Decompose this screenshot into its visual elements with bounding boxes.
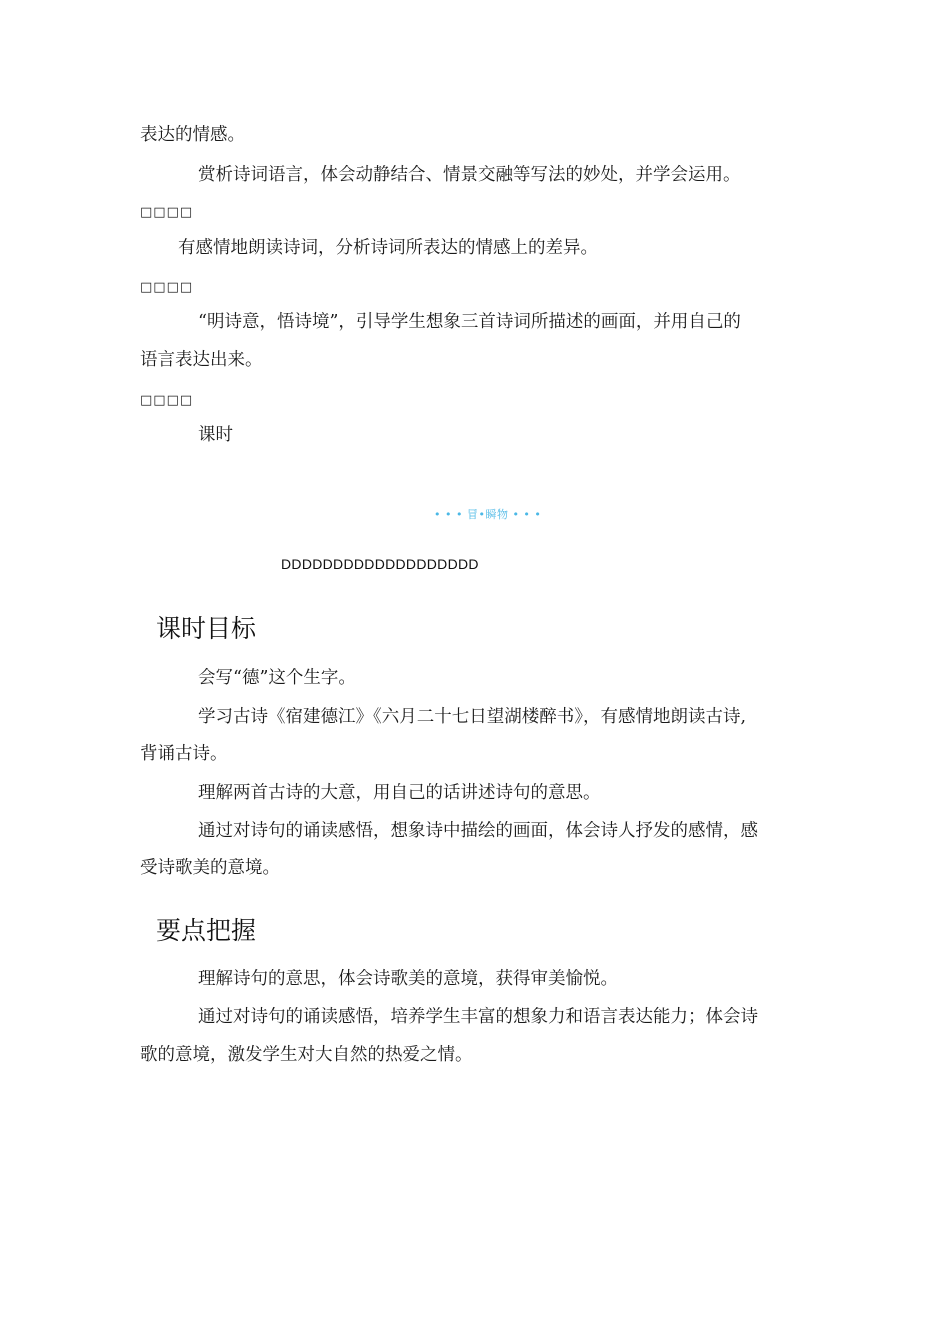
section-heading-lesson-goals: 课时目标 — [156, 615, 257, 643]
keypoint-line: 歌的意境，激发学生对大自然的热爱之情。 — [140, 1045, 473, 1065]
watermark-banner: • • • 冒•瞬物 • • • — [434, 508, 542, 521]
goal-line: 受诗歌美的意境。 — [140, 858, 280, 878]
paragraph-line: 有感情地朗读诗词，分析诗词所表达的情感上的差异。 — [178, 238, 598, 258]
goal-line: 通过对诗句的诵读感悟，想象诗中描绘的画面，体会诗人抒发的感情，感 — [198, 821, 758, 841]
paragraph-line: 课时 — [198, 425, 233, 445]
goal-line: 背诵古诗。 — [140, 744, 228, 764]
placeholder-glyph-line: DDDDDDDDDDDDDDDDDDD — [281, 556, 479, 572]
placeholder-boxes: □□□□ — [140, 205, 194, 220]
keypoint-line: 理解诗句的意思，体会诗歌美的意境，获得审美愉悦。 — [198, 969, 618, 989]
section-heading-key-points: 要点把握 — [156, 917, 257, 945]
goal-line: 会写“德”这个生字。 — [198, 668, 356, 688]
paragraph-line: 语言表达出来。 — [140, 350, 263, 370]
goal-line: 理解两首古诗的大意，用自己的话讲述诗句的意思。 — [198, 783, 601, 803]
goal-line: 学习古诗《宿建德江》《六月二十七日望湖楼醉书》，有感情地朗读古诗, — [198, 707, 747, 727]
keypoint-line: 通过对诗句的诵读感悟，培养学生丰富的想象力和语言表达能力；体会诗 — [198, 1007, 758, 1027]
placeholder-boxes: □□□□ — [140, 393, 194, 408]
paragraph-line: “明诗意，悟诗境”，引导学生想象三首诗词所描述的画面，并用自己的 — [198, 312, 741, 332]
placeholder-boxes: □□□□ — [140, 280, 194, 295]
paragraph-line: 赏析诗词语言，体会动静结合、情景交融等写法的妙处，并学会运用。 — [198, 165, 741, 185]
paragraph-line: 表达的情感。 — [140, 125, 245, 145]
